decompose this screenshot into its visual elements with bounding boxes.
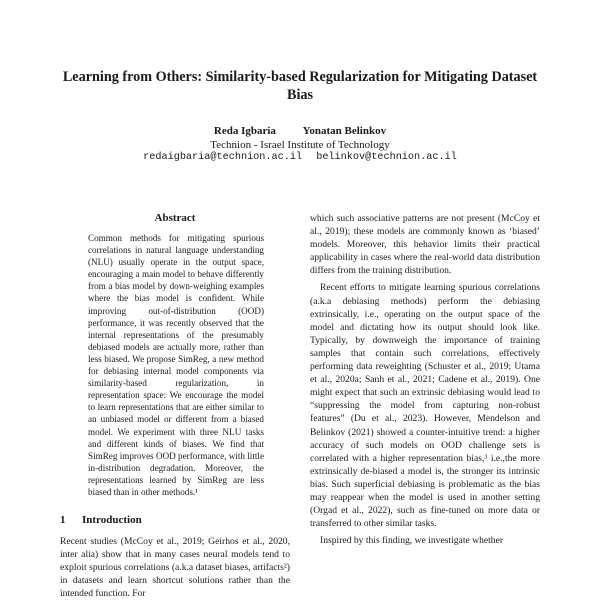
section-heading: [60, 514, 290, 526]
author-name: Yonatan Belinkov: [302, 125, 387, 137]
right-column: [310, 212, 540, 547]
paragraph: Recent efforts to mitigate learning spurious correlations (a.k.a debiasing methods) perform the debiasing extrinsically, i.e., operating on the output space of the model and dictating how its output should look like. Typically, by downweigh the importance of training samples that contain such correlations, effectively performing data reweighting (Schuster et al., 2019; Utama et al., 2020a; Sanh et al., 2021; Cadene et al., 2019). One might expect that such an extrinsic debiasing would lead to “suppressing the model from capturing non-robust features” (Du et al., 2023). However, Mendelson and Belinkov (2021) showed a counter-intuitive trend: a higher accuracy of such models on OOD challenge sets is correlated with a higher representation bias,³ i.e.,the more extrinsically de-biased a model is, the stronger its intrinsic bias. Such superficial debiasing is problematic as the bias may reappear when the model is used in another setting (Orgad et al., 2022), such as fine-tuned on more data or transferred to other similar tasks.: [310, 282, 540, 530]
author-list: [60, 125, 540, 137]
paragraph: Recent studies (McCoy et al., 2019; Geirhos et al., 2020, inter alia) show that in many cases neural models tend to exploit spurious correlations (a.k.a dataset biases, artifacts²) in datasets and learn shortcut solutions rather than the intended function. For: [60, 536, 290, 600]
section-number: 1: [60, 514, 66, 526]
email: redaigbaria@technion.ac.il: [143, 152, 303, 163]
email: belinkov@technion.ac.il: [316, 152, 457, 163]
introduction-text: [60, 535, 290, 600]
paper-title: Learning from Others: Similarity-based Regularization for Mitigating Dataset Bias: [62, 69, 538, 103]
paragraph: Inspired by this finding, we investigate whether: [320, 535, 504, 547]
abstract-text: Common methods for mitigating spurious correlations in natural language understanding (NLU) usually operate in the output space, encouraging a main model to behave differently from a bias model by down-weighing examples where the bias model is confident. While improving out-of-distribution (OOD) performance, it was recently observed that the internal representations of the presumably debiased models are actually more, rather than less biased. We propose SimReg, a new method for debiasing internal model components via similarity-based regularization, in representation space: We encourage the model to learn representations that are either similar to an unbiased model or different from a biased model. We experiment with three NLU tasks and different kinds of biases. We find that SimReg improves OOD performance, with little in-distribution degradation. Moreover, the representations learned by SimReg are less biased than in other methods.¹: [88, 233, 264, 497]
affiliation: Technion - Israel Institute of Technology: [210, 139, 390, 151]
author-name: Reda Igbaria: [213, 125, 276, 137]
abstract-heading: Abstract: [154, 212, 196, 224]
paragraph: which such associative patterns are not present (McCoy et al., 2019); these models are commonly known as ‘biased’ models. Moreover, this behavior limits their practical applicability in cases where the real-world data distribution differs from the training distribution.: [310, 213, 540, 277]
section-title: Introduction: [82, 514, 142, 526]
author-emails: [60, 152, 540, 163]
